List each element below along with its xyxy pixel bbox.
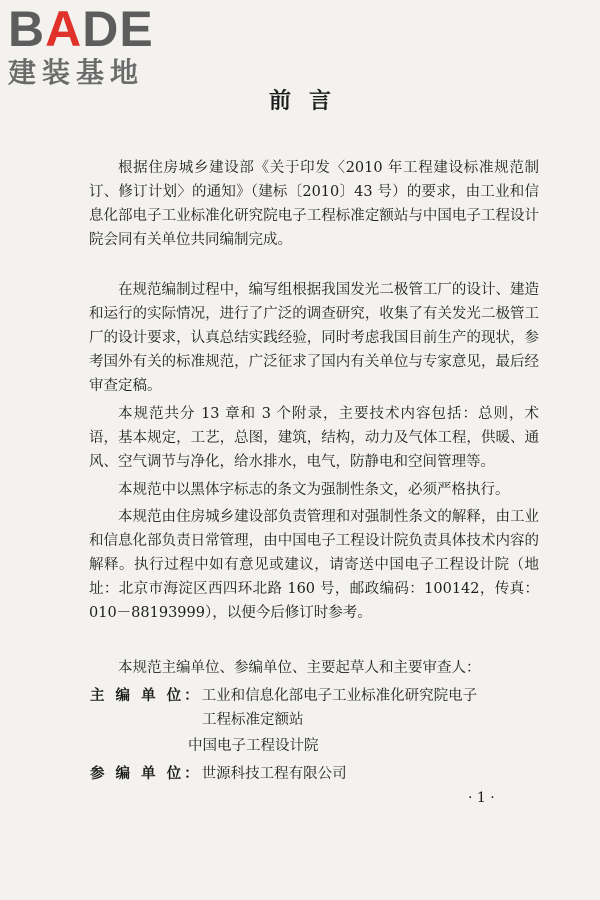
participating-unit-1: 世源科技工程有限公司 [201,766,347,782]
paragraph-3: 本规范共分 13 章和 3 个附录，主要技术内容包括：总则，术语，基本规定，工艺，总图，建筑，结构，动力及气体工程，供暖、通风、空气调节与净化，给水排水，电气，防静电和空间管理等。 [89,406,539,470]
logo-subtitle: 建装基地 [8,56,145,89]
bade-logo [8,1,154,90]
paragraph-2: 在规范编制过程中，编写组根据我国发光二极管工厂的设计、建造和运行的实际情况，进行了广泛的调查研究，收集了有关发光二极管工厂的设计要求，认真总结实践经验，同时考虑我国目前生产的现状，参考国外有关的标准规范，广泛征求了国内有关单位与专家意见，最后经审查定稿。 [89,282,539,394]
chief-units-label: 主 编 单 位： [90,688,202,704]
paragraph-5: 本规范由住房城乡建设部负责管理和对强制性条文的解释，由工业和信息化部负责日常管理，由中国电子工程设计院负责具体技术内容的解释。执行过程中如有意见或建议，请寄送中国电子工程设计院（地址：北京市海淀区西四环北路 160 号，邮政编码：100142，传真：010－88193999），以便今后修订时参考。 [89,509,539,621]
page-title: 前言 [268,89,349,114]
paragraph-6: 本规范主编单位、参编单位、主要起草人和主要审查人： [118,660,481,676]
chief-unit-row [90,684,540,708]
chief-unit-row-continued [202,708,600,732]
logo-letters-de: DE [82,1,154,57]
logo-letter-b: B [8,1,46,57]
page-number: · 1 · [468,790,495,806]
chief-unit-2: 中国电子工程设计院 [188,738,319,754]
chief-unit-row-2 [188,734,600,758]
logo-letter-a: A [45,1,83,57]
participating-units-label: 参 编 单 位： [90,766,202,782]
paragraph-1: 根据住房城乡建设部《关于印发〈2010 年工程建设标准规范制订、修订计划〉的通知》（建标〔2010〕43 号）的要求，由工业和信息化部电子工业标准化研究院电子工程标准定额站与中国电子工程设计院会同有关单位共同编制完成。 [89,160,539,248]
chief-unit-1: 工业和信息化部电子工业标准化研究院电子 [201,688,478,704]
participating-unit-row [90,762,540,786]
paragraph-4: 本规范中以黑体字标志的条文为强制性条文，必须严格执行。 [118,482,510,498]
logo-wordmark [8,1,154,57]
chief-unit-1-continued: 工程标准定额站 [202,712,304,728]
